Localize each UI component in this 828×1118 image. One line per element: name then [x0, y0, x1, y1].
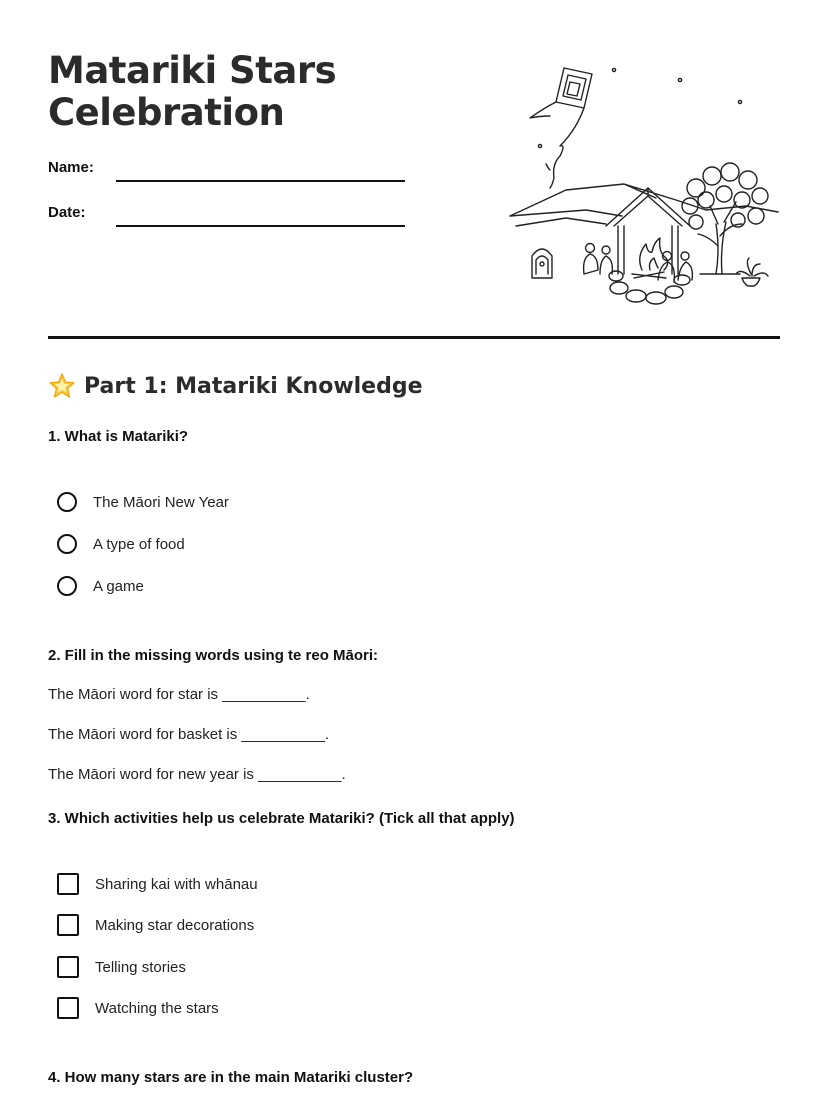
date-blank-line[interactable]	[116, 225, 405, 227]
radio-button[interactable]	[57, 576, 77, 596]
q1-option-3[interactable]	[57, 574, 144, 598]
title-line-2: Celebration	[48, 91, 285, 134]
tree-icon	[682, 163, 768, 274]
option-label: Making star decorations	[95, 916, 255, 934]
question-1: 1. What is Matariki?	[48, 428, 189, 445]
checkbox[interactable]	[57, 997, 79, 1019]
radio-button[interactable]	[57, 492, 77, 512]
name-label: Name:	[48, 159, 94, 176]
question-4: 4. How many stars are in the main Matariki cluster?	[48, 1069, 414, 1086]
header-divider	[48, 336, 780, 339]
fill-in-line-2[interactable]: The Māori word for basket is __________.	[48, 726, 329, 743]
worksheet-title	[48, 50, 336, 134]
q1-option-2[interactable]	[57, 532, 185, 556]
title-line-1: Matariki Stars	[48, 49, 337, 92]
carved-pou-icon	[532, 249, 552, 278]
option-label: Watching the stars	[95, 999, 219, 1017]
option-label: The Māori New Year	[93, 493, 229, 511]
radio-button[interactable]	[57, 534, 77, 554]
question-3: 3. Which activities help us celebrate Matariki? (Tick all that apply)	[48, 810, 515, 827]
plant-pot-icon	[736, 258, 768, 286]
kite-icon	[530, 68, 592, 188]
q1-option-1[interactable]	[57, 490, 229, 514]
option-label: Telling stories	[95, 958, 186, 976]
part1-heading-text: Part 1: Matariki Knowledge	[84, 373, 423, 399]
fill-in-line-3[interactable]: The Māori word for new year is __________.	[48, 766, 346, 783]
checkbox[interactable]	[57, 956, 79, 978]
question-2: 2. Fill in the missing words using te reo Māori:	[48, 647, 379, 664]
q3-option-1[interactable]	[57, 872, 258, 896]
date-label: Date:	[48, 204, 86, 221]
part1-heading	[48, 372, 423, 400]
option-label: A type of food	[93, 535, 185, 553]
checkbox[interactable]	[57, 873, 79, 895]
matariki-scene-illustration	[506, 60, 782, 308]
glowing-star-icon	[48, 372, 76, 400]
checkbox[interactable]	[57, 914, 79, 936]
q3-option-4[interactable]	[57, 996, 219, 1020]
q3-option-3[interactable]	[57, 955, 186, 979]
q3-option-2[interactable]	[57, 913, 254, 937]
option-label: A game	[93, 577, 144, 595]
fill-in-line-1[interactable]: The Māori word for star is __________.	[48, 686, 310, 703]
name-blank-line[interactable]	[116, 180, 405, 182]
option-label: Sharing kai with whānau	[95, 875, 258, 893]
